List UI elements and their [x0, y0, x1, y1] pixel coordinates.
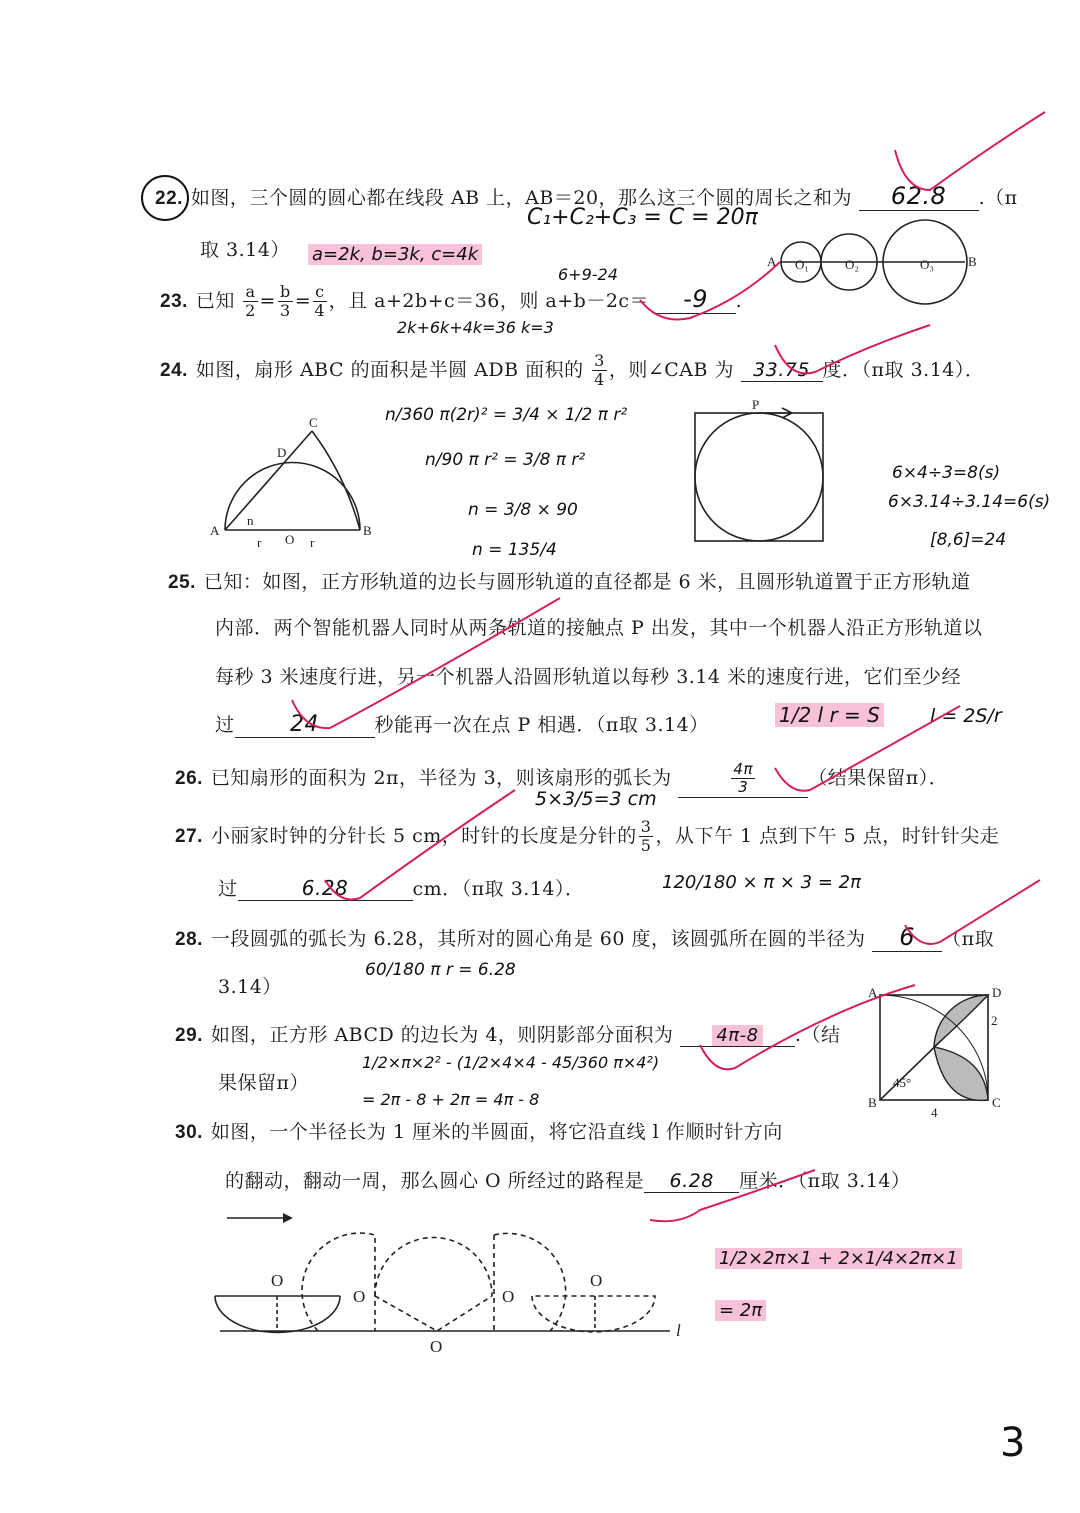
- q27-work2: 120/180 × π × 3 = 2π: [662, 872, 861, 893]
- q30-work2: = 2π: [715, 1300, 766, 1321]
- svg-text:O: O: [430, 1337, 443, 1356]
- svg-text:O: O: [590, 1271, 603, 1290]
- svg-text:4: 4: [931, 1105, 938, 1120]
- q25-answer-blank[interactable]: 24: [235, 712, 375, 738]
- q25-line3: 每秒 3 米速度行进，另一个机器人沿圆形轨道以每秒 3.14 米的速度行进，它们至少经: [215, 666, 962, 688]
- q30-line2: 的翻动，翻动一周，那么圆心 O 所经过的路程是 6.28 厘米．（π取 3.14）: [225, 1170, 911, 1192]
- q29-answer-blank[interactable]: 4π-8: [680, 1024, 795, 1047]
- q22-label-b: B: [968, 254, 977, 269]
- q22-tail: .（π: [978, 187, 1018, 209]
- q29-line1: 29. 如图，正方形 ABCD 的边长为 4，则阴影部分面积为 4π-8 .（结: [175, 1024, 841, 1046]
- q24-answer-blank[interactable]: 33.75: [741, 359, 823, 382]
- svg-text:2: 2: [991, 1013, 998, 1028]
- svg-text:r: r: [257, 535, 262, 550]
- q26-work2: l = 2S/r: [930, 705, 1002, 727]
- q22-label-o2: O₂: [845, 257, 859, 272]
- q29-work2: = 2π - 8 + 2π = 4π - 8: [362, 1090, 540, 1109]
- svg-text:P: P: [752, 397, 760, 412]
- q24-frac: $\frac{3}{4}$: [594, 351, 605, 390]
- q25-line4: 过 24 秒能再一次在点 P 相遇．（π取 3.14）: [215, 712, 709, 737]
- svg-text:O: O: [271, 1271, 284, 1290]
- q22-work2: a=2k, b=3k, c=4k: [308, 244, 482, 265]
- q23-lead: 已知: [195, 289, 235, 312]
- q24-line: 24. 如图，扇形 ABC 的面积是半圆 ADB 面积的 $\frac{3}{4}$ ，则∠CAB 为 33.75 度．（π取 3.14）．: [160, 351, 985, 390]
- svg-text:O: O: [353, 1287, 366, 1306]
- svg-text:O: O: [502, 1287, 515, 1306]
- q27-answer-blank[interactable]: 6.28: [238, 876, 413, 901]
- q28-work: 60/180 π r = 6.28: [365, 960, 516, 980]
- worksheet-page: 22. 如图，三个圆的圆心都在线段 AB 上，AB＝20，那么这三个圆的周长之和为 62.8 .（π C₁+C₂+C₃ = C = 20π 取 3.14） a=2k, b=3k, c=4k A O₁ O₂ O₃ B 23. 已知 $\frac{a}{2}$ = $\frac{b}{3}$ = $\frac{c}{4}$ ，且 a+2b+c＝36，则 a+b－2c＝ -9 . 6+9-24 2k+6k+4k=36 k=3 24. 如图，扇形 ABC 的面积是半圆 ADB 面积的 $\frac{3}{4}$ ，则∠CAB 为 33.75 度．（π取 3.14）． A B C D O r r n n/360 π(2r)² = 3/4 × 1/2 π r² n/90 π r² = 3/8 π r² n = 3/8 × 90 n = 135/4 P 6×4÷3=8(s) 6×3.14÷3.14=6(s) [8,6]=24 25. 已知：如图，正方形轨道的边长与圆形轨道的直径都是 6 米，且圆形轨道置于正方形轨道 内部．两个智能机器人同时从两条轨道的接触点 P 出发，其中一个机器人沿正方形轨道以 每秒 3 米速度行进，另一个机器人沿圆形轨道以每秒 3.14 米的速度行进，它们至少经 过 24 秒能再一次在点 P 相遇．（π取 3.14） 1/2 l r = S l = 2S/r 26. 已知扇形的面积为 2π，半径为 3，则该扇形的弧长为 $\frac{4\pi}{3}$ （结果保留π）． 5×3/5=3 cm 27. 小丽家时钟的分针长 5 cm，时针的长度是分针的 $\frac{3}{5}$ ，从下午 1 点到下午 5 点，时针针尖走 过 6.28 cm．（π取 3.14）． 120/180 × π × 3 = 2π 28. 一段圆弧的弧长为 6.28，其所对的圆心角是 60 度，该圆弧所在圆的半径为 6 （π取 3.14） 60/180 π r = 6.28 29. 如图，正方形 ABCD 的边长为 4，则阴影部分面积为 4π-8 .（结 果保留π） 1/2×π×2² - (1/2×4×4 - 45/360 π×4²) = 2π - 8 + 2π = 4π - 8 A D B C 2 4 45° 30. 如图，一个半径长为 1 厘米的半圆面，将它沿直线 l 作顺时针方向 的翻动，翻动一周，那么圆心 O 所经过的路程是 6.28 厘米．（π取 3.14） O O O O O l 1/2×2π×1 + 2×1/4×2π×1 = 2π 3: [0, 0, 1080, 1513]
- q22-line2: 取 3.14）: [200, 239, 290, 261]
- svg-text:l: l: [676, 1321, 681, 1340]
- svg-text:A: A: [868, 985, 878, 1000]
- svg-text:r: r: [310, 535, 315, 550]
- svg-text:C: C: [992, 1095, 1001, 1110]
- q26-work1: 1/2 l r = S: [775, 703, 884, 727]
- svg-text:C: C: [309, 415, 318, 430]
- svg-text:B: B: [868, 1095, 877, 1110]
- q23-work2: 2k+6k+4k=36 k=3: [397, 318, 554, 337]
- q23-number: 23.: [160, 290, 188, 312]
- q22-number: 22.: [155, 188, 183, 209]
- q25-line1: 25. 已知：如图，正方形轨道的边长与圆形轨道的直径都是 6 米，且圆形轨道置于正方形轨道: [168, 571, 971, 593]
- page-number: 3: [1000, 1420, 1026, 1466]
- q22-label-o3: O₃: [920, 257, 934, 272]
- q23-answer-blank[interactable]: -9: [656, 285, 736, 314]
- q28-answer-blank[interactable]: 6: [872, 923, 942, 952]
- svg-text:n: n: [247, 513, 254, 528]
- q22-answer: 62.8: [890, 182, 947, 210]
- q29-work1: 1/2×π×2² - (1/2×4×4 - 45/360 π×4²): [362, 1053, 660, 1072]
- q23-work1: 6+9-24: [558, 265, 618, 284]
- q24-number: 24.: [160, 359, 188, 381]
- q27-work1: 5×3/5=3 cm: [535, 788, 657, 810]
- q25-line2: 内部．两个智能机器人同时从两条轨道的接触点 P 出发，其中一个机器人沿正方形轨道以: [215, 617, 983, 639]
- q23-frac-a: $\frac{a}{2}$: [245, 282, 256, 321]
- q23-frac-b: $\frac{b}{3}$: [279, 282, 291, 321]
- q27-line1: 27. 小丽家时钟的分针长 5 cm，时针的长度是分针的 $\frac{3}{5}$ ，从下午 1 点到下午 5 点，时针针尖走: [175, 817, 1000, 856]
- svg-text:B: B: [363, 523, 372, 538]
- q24-text: 如图，扇形 ABC 的面积是半圆 ADB 面积的: [195, 358, 584, 381]
- q30-line1: 30. 如图，一个半径长为 1 厘米的半圆面，将它沿直线 l 作顺时针方向: [175, 1121, 783, 1143]
- q28-line2: 3.14）: [218, 976, 282, 998]
- svg-text:45°: 45°: [893, 1075, 912, 1090]
- q27-frac: $\frac{3}{5}$: [640, 817, 652, 856]
- svg-text:A: A: [210, 523, 220, 538]
- q22-label-a: A: [767, 254, 777, 269]
- q29-line2: 果保留π）: [218, 1072, 309, 1094]
- q22-text: 如图，三个圆的圆心都在线段 AB 上，AB＝20，那么这三个圆的周长之和为: [190, 187, 853, 209]
- q27-line2: 过 6.28 cm．（π取 3.14）．: [218, 876, 585, 900]
- q22-label-o1: O₁: [795, 257, 809, 272]
- q22-work1: C₁+C₂+C₃ = C = 20π: [527, 205, 758, 230]
- q28-line1: 28. 一段圆弧的弧长为 6.28，其所对的圆心角是 60 度，该圆弧所在圆的半径为 6 （π取: [175, 923, 995, 951]
- q30-work1: 1/2×2π×1 + 2×1/4×2π×1: [715, 1248, 962, 1269]
- q26-line: 26. 已知扇形的面积为 2π，半径为 3，则该扇形的弧长为 $\frac{4\pi}{3}$ （结果保留π）．: [175, 760, 949, 797]
- svg-text:O: O: [285, 532, 295, 547]
- svg-text:D: D: [992, 985, 1002, 1000]
- q30-answer-blank[interactable]: 6.28: [644, 1170, 739, 1193]
- svg-text:D: D: [277, 445, 287, 460]
- q23-frac-c: $\frac{c}{4}$: [314, 282, 326, 321]
- q26-answer-blank[interactable]: $\frac{4\pi}{3}$: [678, 761, 808, 798]
- q23-mid: ，且 a+2b+c＝36，则 a+b－2c＝: [328, 289, 650, 312]
- q23-line: 23. 已知 $\frac{a}{2}$ = $\frac{b}{3}$ = $\frac{c}{4}$ ，且 a+2b+c＝36，则 a+b－2c＝ -9 .: [160, 282, 743, 321]
